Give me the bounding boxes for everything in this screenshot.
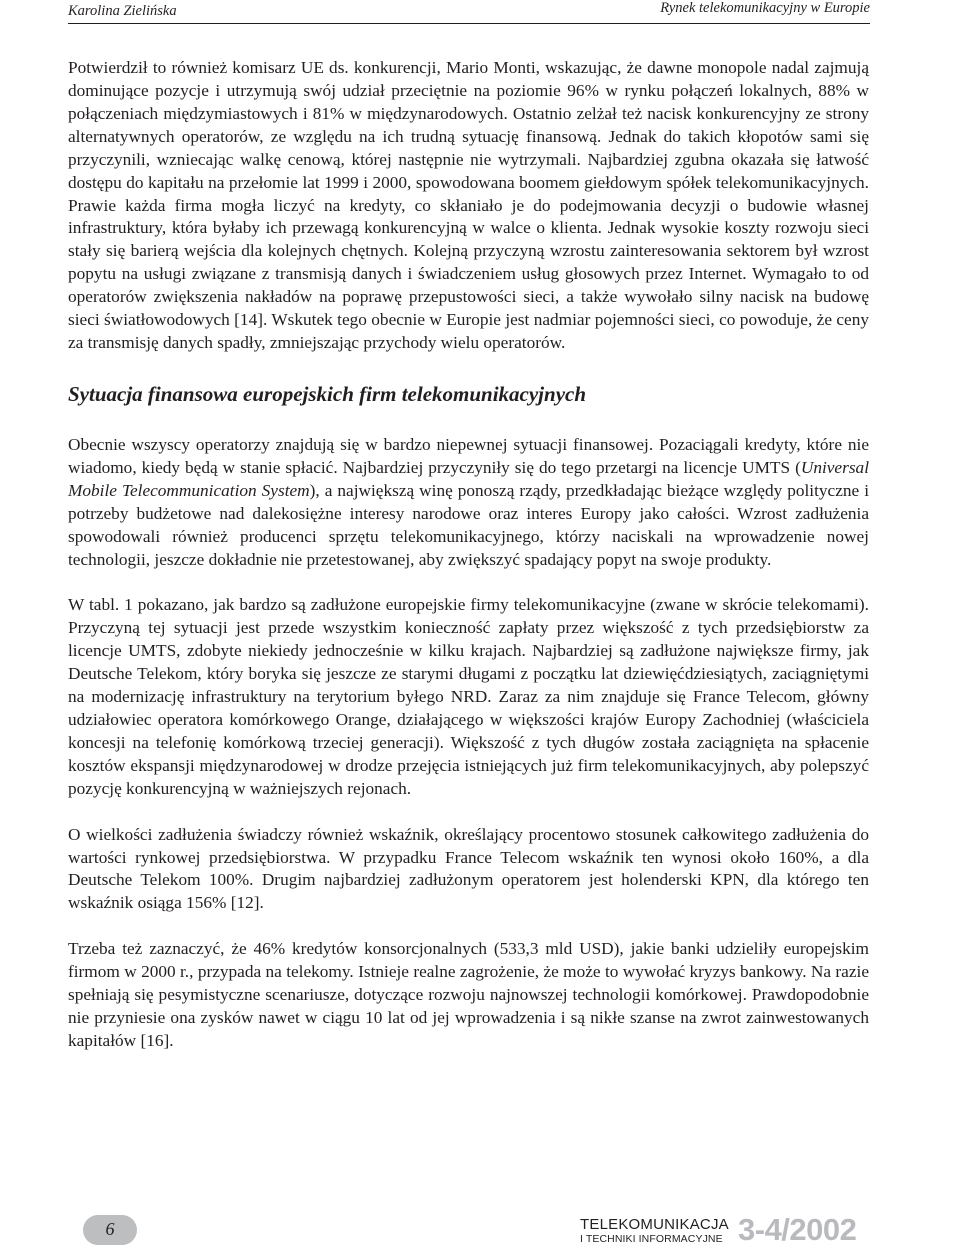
page-number-badge <box>83 1215 137 1245</box>
article-body <box>68 57 869 1053</box>
paragraph-2-part-b: ), a największą winę ponoszą rządy, przedkładając bieżące względy polityczne i potrzeby budżetowe nad dalekosiężne interesy narodowe oraz interes Europy jako całości. Wzrost zadłużenia spowodowali również producenci sprzętu telekomunikacyjnego, którzy naciskali na wprowadzenie nowej technologii, jeszcze dokładnie nie przetestowanej, aby zwiększyć spadający popyt na swoje produkty. <box>68 480 869 569</box>
paragraph-5: Trzeba też zaznaczyć, że 46% kredytów konsorcjonalnych (533,3 mld USD), jakie banki udzieliły europejskim firmom w 2000 r., przypada na telekomy. Istnieje realne zagrożenie, że może to wywołać kryzys bankowy. Na razie spełniają się pesymistyczne scenariusze, dotyczące rozwoju najnowszej technologii komórkowej. Prawdopodobnie nie przyniesie ona zysków nawet w ciągu 10 lat od jej wprowadzenia i są nikłe szanse na zwrot zainwestowanych kapitałów [16]. <box>68 939 869 1050</box>
paragraph-2 <box>68 434 869 572</box>
journal-name-line1: TELEKOMUNIKACJA <box>580 1216 729 1233</box>
section-heading: Sytuacja finansowa europejskich firm telekomunikacyjnych <box>68 381 587 406</box>
paragraph-3: W tabl. 1 pokazano, jak bardzo są zadłużone europejskie firmy telekomunikacyjne (zwane w skrócie telekomami). Przyczyną tej sytuacji jest przede wszystkim konieczność zapłaty przez większość z tych przedsiębiorstw za licencje UMTS, zdobyte niekiedy jednocześnie w kilku krajach. Najbardziej są zadłużone największe firmy, jak Deutsche Telekom, który boryka się jeszcze ze starymi długami z początku lat dziewięćdziesiątych, zaciągniętymi na modernizację infrastruktury na terytorium byłego NRD. Zaraz za nim znajduje się France Telecom, główny udziałowiec operatora komórkowego Orange, działającego w większości krajów Europy Zachodniej (właściciela koncesji na telefonię komórkową trzeciej generacji). Większość z tych długów została zaciągnięta na spłacenie kosztów ekspansji międzynarodowej w drodze przejęcia istniejących już firm telekomunikacyjnych, aby polepszyć pozycję konkurencyjną w ważniejszych rejonach. <box>68 595 869 798</box>
issue-number: 3-4/2002 <box>738 1212 857 1247</box>
journal-name-line2: I TECHNIKI INFORMACYJNE <box>580 1233 723 1245</box>
header-title: Rynek telekomunikacyjny w Europie <box>660 0 870 16</box>
running-header <box>68 0 870 24</box>
paragraph-1: Potwierdził to również komisarz UE ds. konkurencji, Mario Monti, wskazując, że dawne monopole nadal zajmują dominujące pozycje i utrzymują swój udział przeciętnie na poziomie 96% w rynku połączeń lokalnych, 88% w połączeniach międzymiastowych i 81% w międzynarodowych. Ostatnio zelżał też nacisk konkurencyjny ze strony alternatywnych operatorów, ze względu na ich trudną sytuację finansową. Jednak do takich kłopotów sami się przyczynili, wzniecając walkę cenową, której następnie nie wytrzymali. Najbardziej zgubna okazała się łatwość dostępu do kapitału na przełomie lat 1999 i 2000, spowodowana boomem giełdowym spółek telekomunikacyjnych. Prawie każda firma mogła liczyć na kredyty, co skłaniało je do podejmowania decyzji o budowie własnej infrastruktury, która byłaby ich przewagą konkurencyjną w walce o klienta. Jednak wysokie koszty rozwoju sieci stały się barierą wejścia dla kolejnych chętnych. Kolejną przyczyną wzrostu zainteresowania sektorem był wzrost popytu na usługi związane z transmisją danych i świadczeniem usług głosowych przez Internet. Wymagało to od operatorów zwiększenia nakładów na poprawę przepustowości sieci, a także wywołało silny nacisk na budowę sieci światłowodowych [14]. Wskutek tego obecnie w Europie jest nadmiar pojemności sieci, co powoduje, że ceny za transmisję danych spadły, zmniejszając przychody wielu operatorów. <box>68 58 869 353</box>
paragraph-2-part-a: Obecnie wszyscy operatorzy znajdują się w bardzo niepewnej sytuacji finansowej. Pozaciągali kredyty, które nie wiadomo, kiedy będą w stanie spłacić. Najbardziej przyczyniły się do tego przetargi na licencje UMTS ( <box>68 434 869 477</box>
paragraph-4: O wielkości zadłużenia świadczy również wskaźnik, określający procentowo stosunek całkowitego zadłużenia do wartości rynkowej przedsiębiorstwa. W przypadku France Telecom wskaźnik ten wynosi około 160%, a dla Deutsche Telekom 100%. Drugim najbardziej zadłużonym operatorem jest holenderski KPN, dla którego ten wskaźnik osiąga 156% [12]. <box>68 824 869 913</box>
header-author: Karolina Zielińska <box>68 3 177 19</box>
page-footer <box>0 1212 960 1248</box>
page-number: 6 <box>105 1219 115 1239</box>
umts-full-name: Universal Mobile Telecommunication System <box>68 457 869 500</box>
